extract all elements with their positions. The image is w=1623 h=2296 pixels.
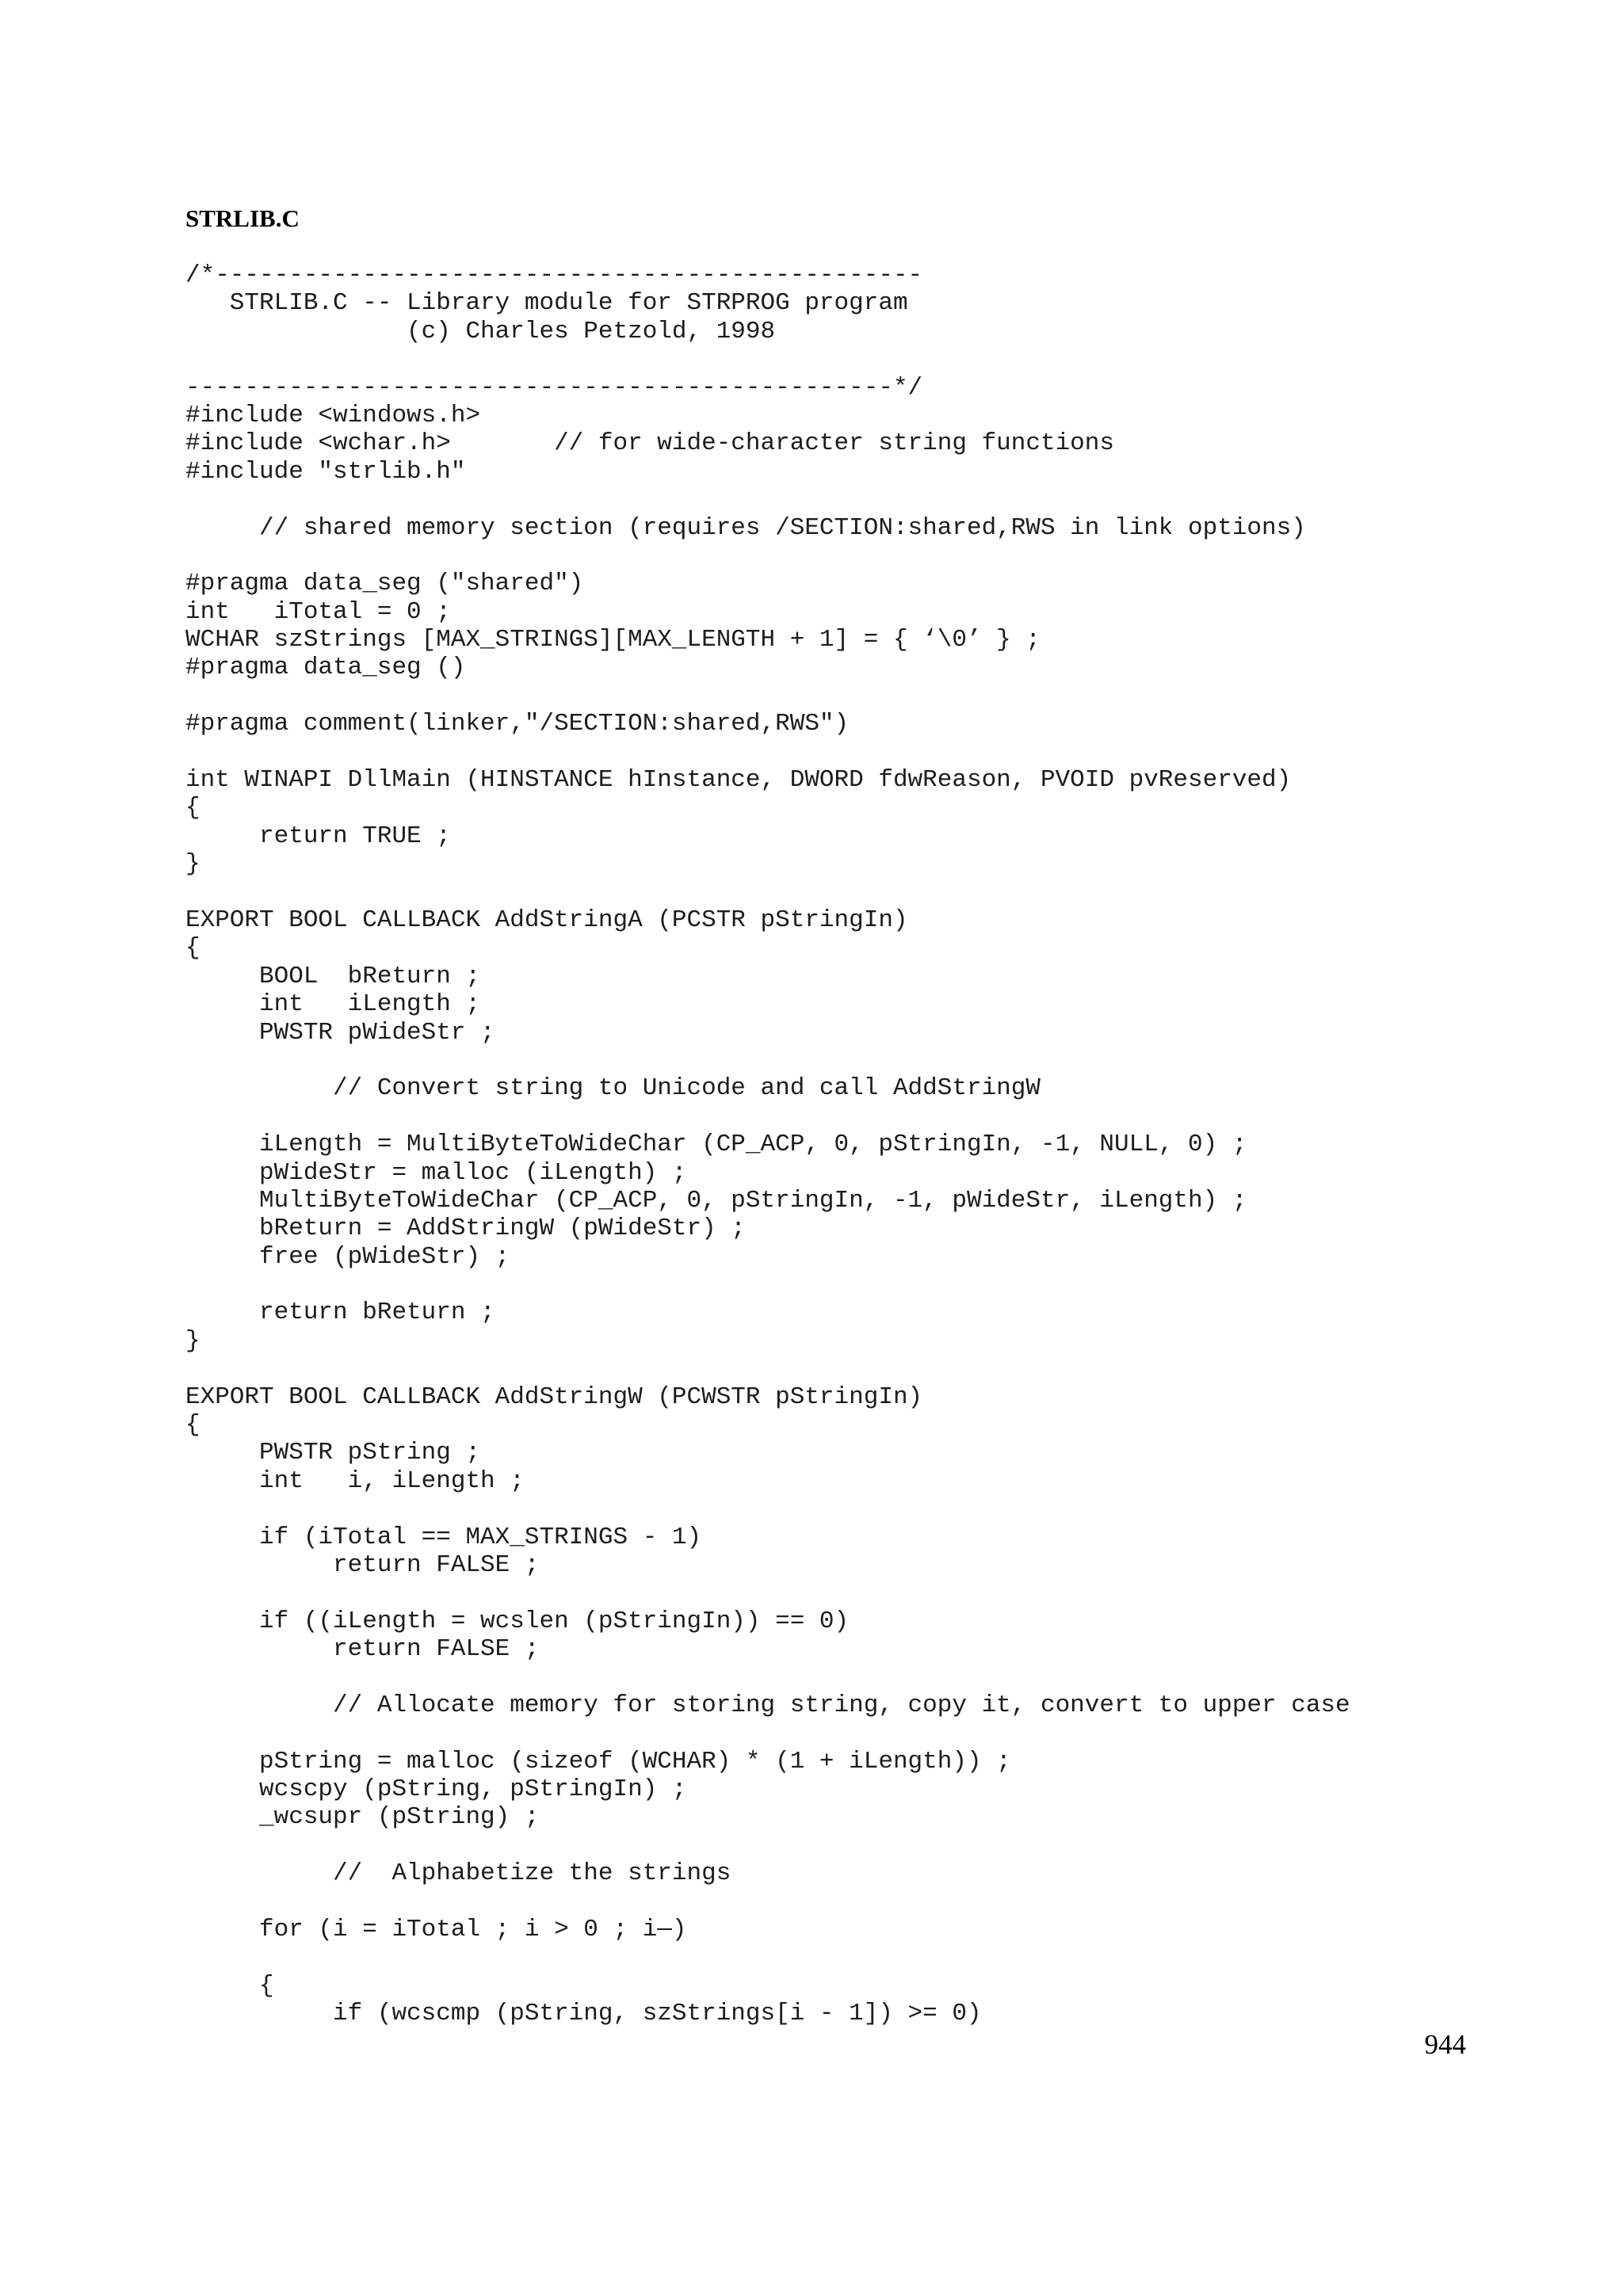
code-line: { <box>185 794 200 822</box>
code-line: _wcsupr (pString) ; <box>185 1803 540 1832</box>
code-line: int iLength ; <box>185 990 481 1019</box>
code-line: #pragma data_seg () <box>185 654 466 682</box>
code-line: #include <wchar.h> // for wide-character string functions <box>185 429 1114 458</box>
code-line: bReturn = AddStringW (pWideStr) ; <box>185 1215 746 1243</box>
code-line: (c) Charles Petzold, 1998 <box>185 317 776 345</box>
code-line: MultiByteToWideChar (CP_ACP, 0, pStringIn, -1, pWideStr, iLength) ; <box>185 1186 1247 1215</box>
code-line <box>185 1495 1350 1523</box>
code-line <box>185 1832 1350 1859</box>
code-line: if ((iLength = wcslen (pStringIn)) == 0) <box>185 1607 850 1635</box>
code-line: return FALSE ; <box>185 1635 540 1664</box>
code-line <box>185 1103 1350 1131</box>
code-line: pWideStr = malloc (iLength) ; <box>185 1158 687 1187</box>
code-line: if (iTotal == MAX_STRINGS - 1) <box>185 1523 702 1551</box>
listing-title: STRLIB.C <box>185 204 300 232</box>
code-line: } <box>185 1326 200 1355</box>
code-line: return bReturn ; <box>185 1299 495 1327</box>
code-line: { <box>185 1411 200 1440</box>
code-line: BOOL bReturn ; <box>185 962 481 990</box>
code-line: ------------------------------------------------*/ <box>185 373 923 402</box>
code-line <box>185 345 1350 373</box>
code-line: // Allocate memory for storing string, copy it, convert to upper case <box>185 1691 1350 1719</box>
code-line: /*------------------------------------------------ <box>185 261 923 289</box>
code-line: { <box>185 934 200 963</box>
code-line: #include "strlib.h" <box>185 457 466 486</box>
code-line <box>185 1271 1350 1299</box>
code-line: PWSTR pString ; <box>185 1439 481 1467</box>
code-line: STRLIB.C -- Library module for STRPROG program <box>185 289 908 318</box>
code-line <box>185 1579 1350 1607</box>
code-line <box>185 879 1350 906</box>
code-line: return TRUE ; <box>185 822 451 850</box>
code-line: int iTotal = 0 ; <box>185 597 451 626</box>
code-line <box>185 1719 1350 1747</box>
code-line: // shared memory section (requires /SECTION:shared,RWS in link options) <box>185 513 1306 542</box>
code-line: } <box>185 850 200 879</box>
code-line <box>185 1355 1350 1383</box>
code-line: free (pWideStr) ; <box>185 1242 510 1271</box>
code-line <box>185 1943 1350 1971</box>
page-number: 944 <box>1424 2029 1466 2060</box>
code-line: iLength = MultiByteToWideChar (CP_ACP, 0, pStringIn, -1, NULL, 0) ; <box>185 1131 1247 1159</box>
code-line <box>185 542 1350 570</box>
code-line: wcscpy (pString, pStringIn) ; <box>185 1775 687 1804</box>
code-line: return FALSE ; <box>185 1550 540 1579</box>
code-line <box>185 1047 1350 1074</box>
code-line: pString = malloc (sizeof (WCHAR) * (1 + iLength)) ; <box>185 1747 1011 1775</box>
code-line: int i, iLength ; <box>185 1466 525 1495</box>
code-listing <box>185 261 1350 2028</box>
code-line: // Convert string to Unicode and call AddStringW <box>185 1074 1041 1103</box>
code-line: if (wcscmp (pString, szStrings[i - 1]) >= 0) <box>185 2000 982 2028</box>
code-line <box>185 738 1350 766</box>
code-line: #pragma data_seg ("shared") <box>185 570 584 598</box>
code-line: #pragma comment(linker,"/SECTION:shared,RWS") <box>185 710 850 738</box>
code-line: for (i = iTotal ; i > 0 ; i—) <box>185 1916 687 1944</box>
code-line: PWSTR pWideStr ; <box>185 1018 495 1047</box>
code-line: WCHAR szStrings [MAX_STRINGS][MAX_LENGTH + 1] = { ‘\0’ } ; <box>185 626 1041 654</box>
code-line: { <box>185 1971 274 2000</box>
code-line <box>185 1664 1350 1691</box>
code-line: EXPORT BOOL CALLBACK AddStringW (PCWSTR pStringIn) <box>185 1383 923 1411</box>
code-line: int WINAPI DllMain (HINSTANCE hInstance, DWORD fdwReason, PVOID pvReserved) <box>185 766 1292 795</box>
code-line <box>185 1888 1350 1916</box>
code-line: #include <windows.h> <box>185 401 481 429</box>
code-line: EXPORT BOOL CALLBACK AddStringA (PCSTR pStringIn) <box>185 906 908 934</box>
code-line <box>185 486 1350 513</box>
code-line <box>185 682 1350 710</box>
code-line: // Alphabetize the strings <box>185 1859 731 1888</box>
